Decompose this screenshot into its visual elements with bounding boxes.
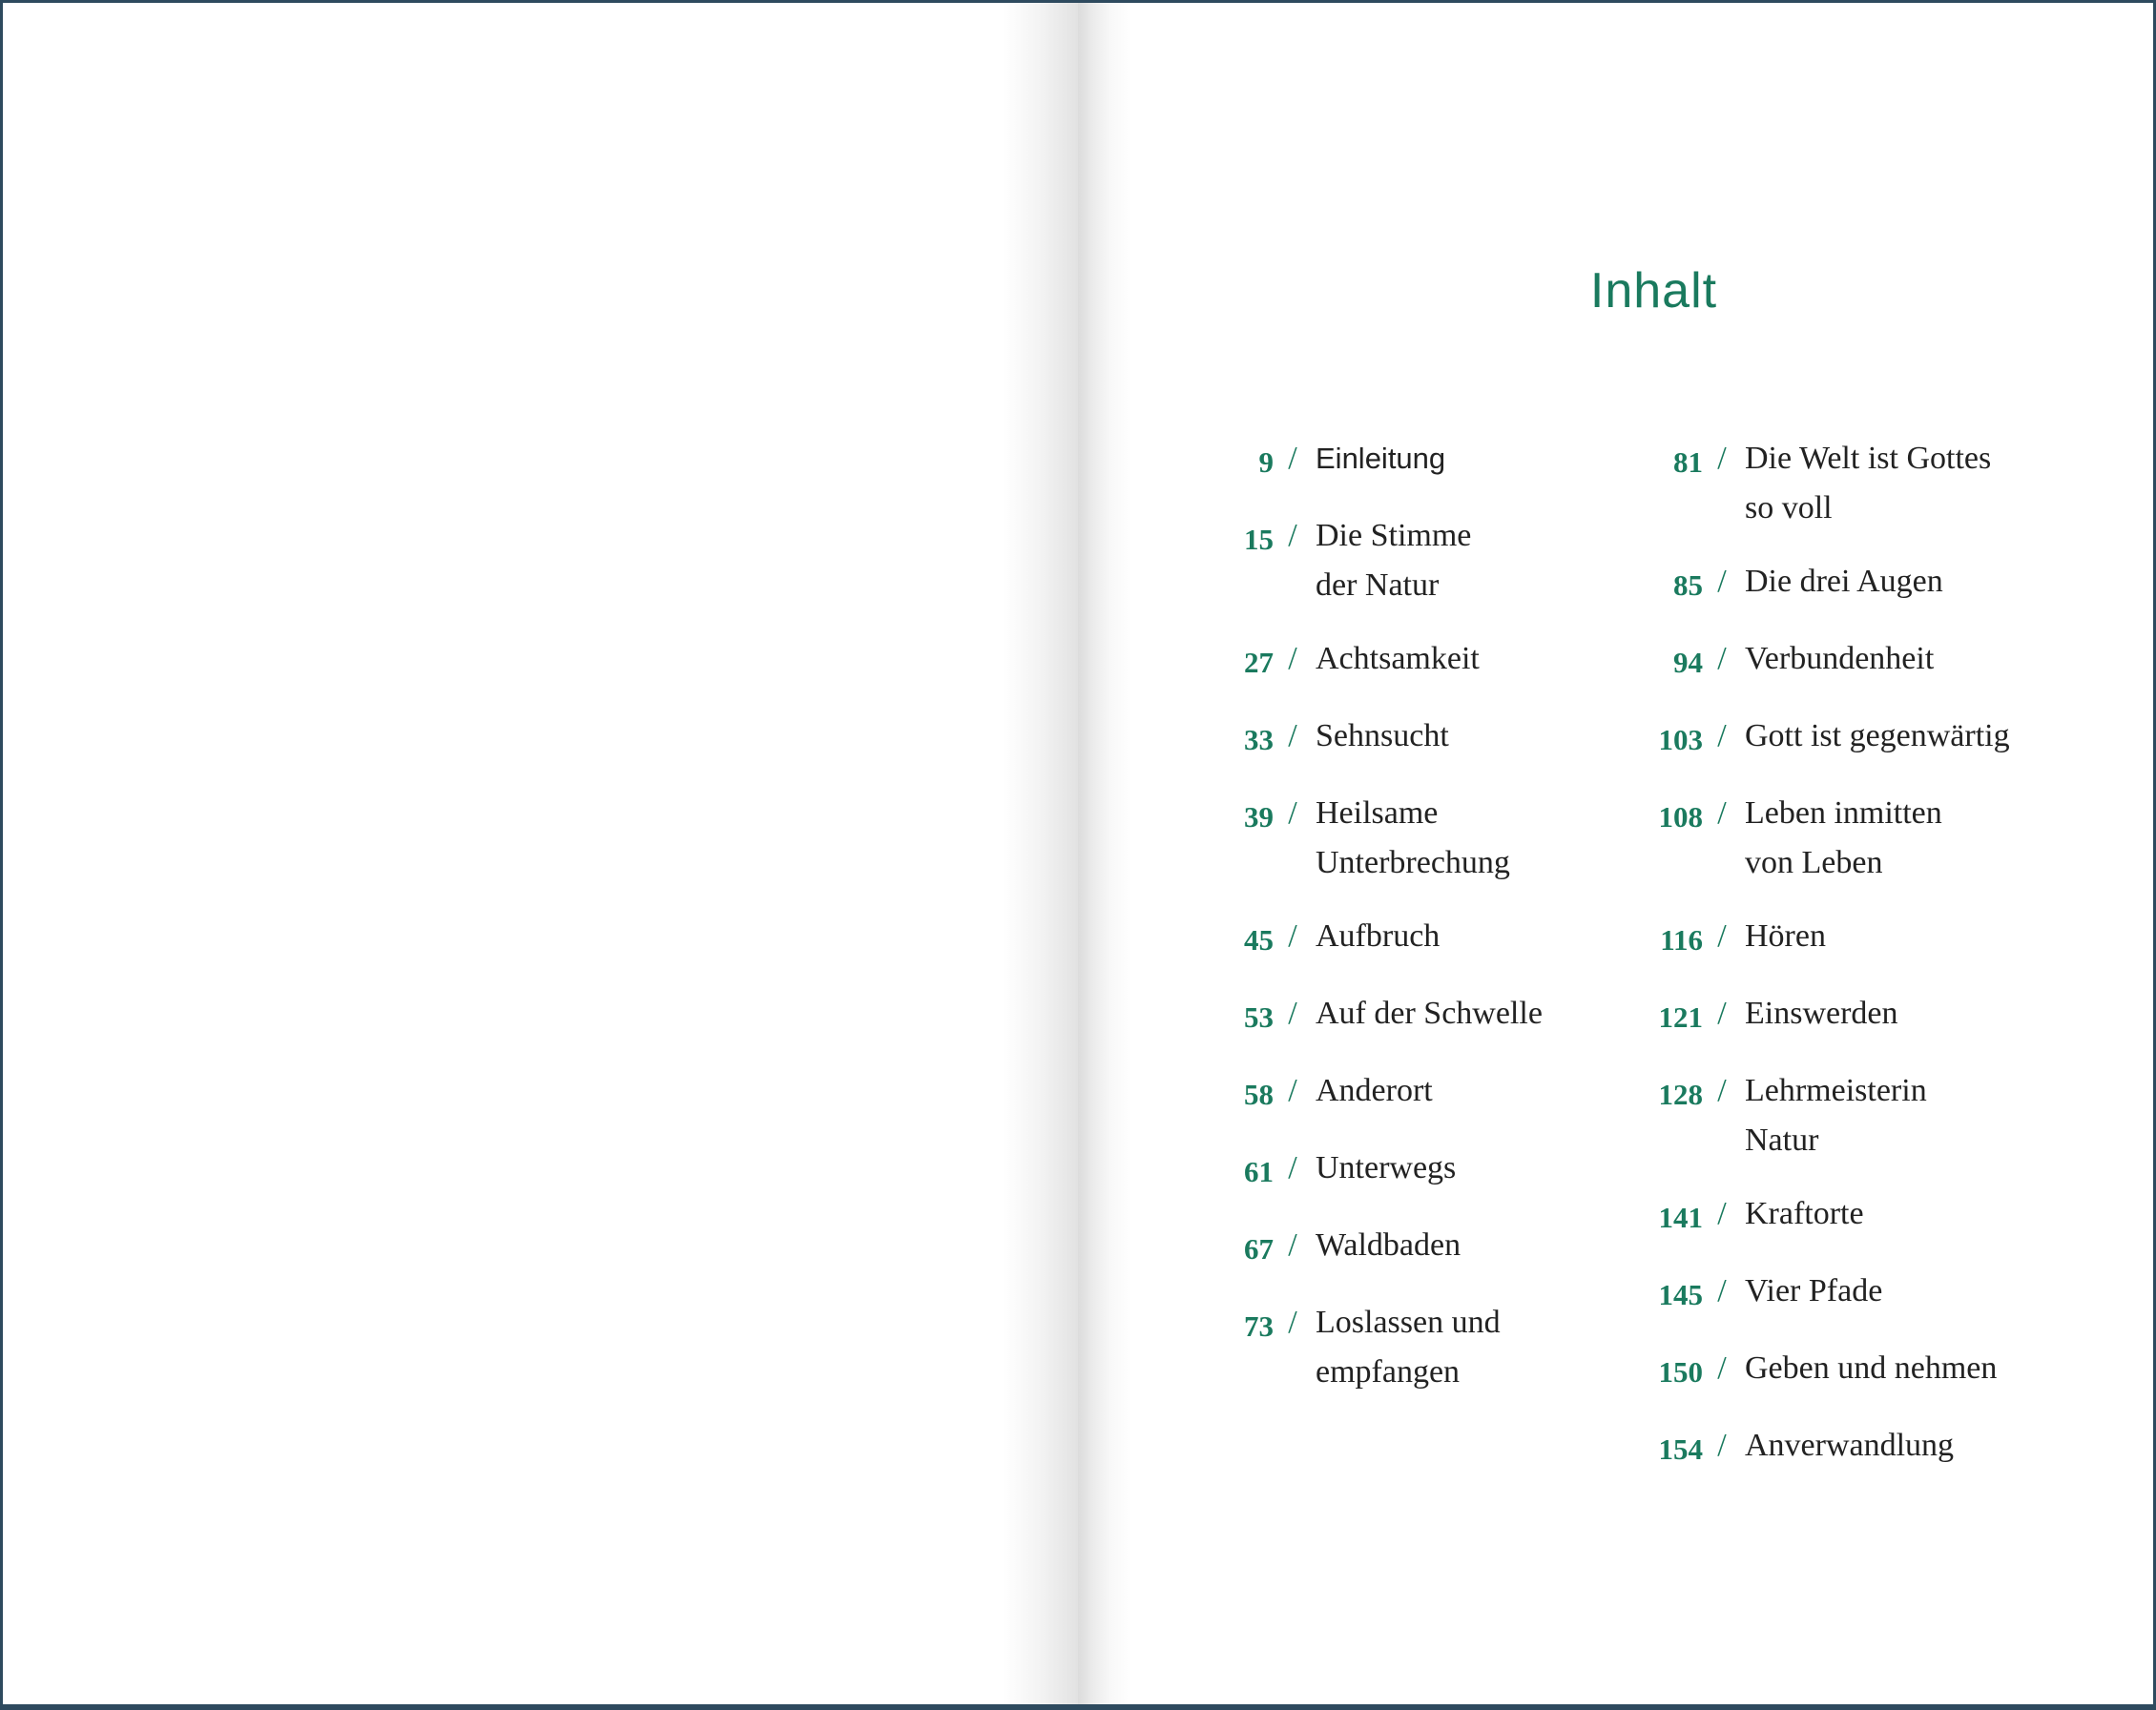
toc-title (1316, 511, 1471, 610)
toc-title (1316, 1298, 1501, 1397)
toc-separator: / (1288, 1150, 1297, 1185)
toc-separator: / (1717, 641, 1727, 676)
toc-page-number: 45 (1244, 923, 1274, 957)
toc-title (1745, 1267, 1882, 1316)
toc-page-number: 141 (1658, 1201, 1703, 1234)
toc-page-number: 150 (1658, 1355, 1703, 1389)
toc-entry (1173, 989, 1543, 1042)
toc-title-line: Einswerden (1745, 996, 1898, 1031)
toc-title-line: Kraftorte (1745, 1196, 1864, 1231)
toc-page-number: 73 (1244, 1309, 1274, 1343)
toc-separator: / (1717, 441, 1727, 476)
toc-separator: / (1288, 795, 1297, 831)
toc-title-line: der Natur (1316, 567, 1440, 603)
toc-page-number: 116 (1660, 923, 1703, 957)
toc-separator: / (1717, 564, 1727, 599)
toc-entry (1574, 912, 2010, 965)
toc-separator: / (1717, 1073, 1727, 1108)
toc-separator: / (1717, 1350, 1727, 1386)
toc-separator: / (1717, 718, 1727, 753)
toc-title (1316, 434, 1445, 484)
toc-title (1745, 912, 1826, 961)
toc-separator: / (1288, 918, 1297, 954)
right-page (1078, 3, 2153, 1704)
toc-separator: / (1717, 795, 1727, 831)
toc-separator: / (1288, 996, 1297, 1031)
toc-title (1745, 789, 1942, 888)
toc-title-line: Die drei Augen (1745, 564, 1943, 599)
toc-separator: / (1288, 518, 1297, 553)
toc-title-line: Achtsamkeit (1316, 641, 1480, 676)
toc-entry (1173, 1143, 1543, 1197)
toc-entry (1574, 1189, 2010, 1243)
toc-title (1745, 634, 1934, 684)
toc-page-number: 39 (1244, 800, 1274, 834)
toc-page-number: 121 (1658, 1000, 1703, 1034)
toc-separator: / (1288, 441, 1297, 476)
toc-title (1745, 1066, 1927, 1165)
toc-title-line: Anderort (1316, 1073, 1433, 1108)
toc-title (1316, 634, 1480, 684)
toc-page-number: 9 (1258, 445, 1274, 479)
toc-page-number: 27 (1244, 646, 1274, 679)
toc-separator: / (1288, 718, 1297, 753)
toc-entry (1173, 912, 1543, 965)
toc-separator: / (1288, 1073, 1297, 1108)
toc-title-line: Leben inmitten (1745, 795, 1942, 831)
toc-title (1316, 1143, 1456, 1193)
toc-title (1316, 1221, 1461, 1270)
toc-title (1745, 434, 1991, 533)
toc-entry (1574, 1267, 2010, 1320)
toc-entry (1574, 557, 2010, 610)
toc-title-line: so voll (1745, 490, 1833, 525)
toc-page-number: 15 (1244, 523, 1274, 556)
toc-separator: / (1717, 918, 1727, 954)
toc-title-line: Vier Pfade (1745, 1273, 1883, 1308)
toc-title (1745, 557, 1943, 607)
toc-title-line: empfangen (1316, 1354, 1461, 1390)
toc-title-line: Aufbruch (1316, 918, 1441, 954)
toc-title (1316, 912, 1440, 961)
toc-title-line: von Leben (1745, 845, 1883, 880)
toc-separator: / (1288, 1227, 1297, 1263)
toc-title-line: Die Welt ist Gottes (1745, 441, 1992, 476)
toc-page-number: 61 (1244, 1155, 1274, 1188)
toc-entry (1173, 634, 1543, 688)
toc-page-number: 154 (1658, 1432, 1703, 1466)
toc-title-line: Auf der Schwelle (1316, 996, 1543, 1031)
toc-title-line: Lehrmeisterin (1745, 1073, 1927, 1108)
toc-separator: / (1717, 996, 1727, 1031)
toc-title-line: Anverwandlung (1745, 1428, 1955, 1463)
toc-page-number: 58 (1244, 1078, 1274, 1111)
toc-title-line: Loslassen und (1316, 1305, 1501, 1340)
toc-title-line: Gott ist gegenwärtig (1745, 718, 2010, 753)
toc-title-line: Die Stimme (1316, 518, 1472, 553)
toc-separator: / (1288, 641, 1297, 676)
toc-title-line: Unterbrechung (1316, 845, 1510, 880)
toc-page-number: 53 (1244, 1000, 1274, 1034)
toc-page-number: 33 (1244, 723, 1274, 756)
toc-title (1745, 1344, 1997, 1393)
toc-title (1745, 1189, 1864, 1239)
toc-page-number: 108 (1658, 800, 1703, 834)
toc-entry (1574, 434, 2010, 533)
toc-page-number: 145 (1658, 1278, 1703, 1311)
toc-page-number: 128 (1658, 1078, 1703, 1111)
toc-title-line: Unterwegs (1316, 1150, 1457, 1185)
toc-title (1745, 711, 2010, 761)
toc-page-number: 67 (1244, 1232, 1274, 1266)
left-page (3, 3, 1078, 1704)
toc-entry (1574, 711, 2010, 765)
toc-separator: / (1717, 1273, 1727, 1308)
toc-title-line: Sehnsucht (1316, 718, 1449, 753)
toc-title-line: Geben und nehmen (1745, 1350, 1998, 1386)
toc-entry (1173, 789, 1543, 888)
book-spread (3, 3, 2153, 1704)
toc-entry (1173, 1221, 1543, 1274)
page-title: Inhalt (1589, 263, 1718, 319)
toc-entry (1574, 1344, 2010, 1397)
toc-title (1316, 1066, 1433, 1116)
toc-title (1745, 1421, 1954, 1471)
toc-entry (1173, 1066, 1543, 1120)
toc-entry (1574, 1066, 2010, 1165)
toc-column-right (1574, 434, 2010, 1498)
toc-title-line: Waldbaden (1316, 1227, 1462, 1263)
toc-title-line: Verbundenheit (1745, 641, 1935, 676)
toc-title (1316, 989, 1543, 1039)
toc-separator: / (1717, 1428, 1727, 1463)
toc-entry (1173, 434, 1543, 487)
toc-entry (1173, 1298, 1543, 1397)
toc-page-number: 94 (1673, 646, 1703, 679)
toc-title-line: Natur (1745, 1123, 1819, 1158)
toc-separator: / (1717, 1196, 1727, 1231)
toc-separator: / (1288, 1305, 1297, 1340)
toc-page-number: 81 (1673, 445, 1703, 479)
toc-title-line: Heilsame (1316, 795, 1439, 831)
toc-entry (1574, 789, 2010, 888)
toc-entry (1574, 989, 2010, 1042)
toc-page-number: 85 (1673, 568, 1703, 602)
toc-column-left (1173, 434, 1543, 1421)
toc-entry (1173, 711, 1543, 765)
toc-title-line: Hören (1745, 918, 1826, 954)
toc-title-line: Einleitung (1316, 442, 1446, 475)
toc-title (1316, 711, 1449, 761)
toc-entry (1574, 1421, 2010, 1474)
toc-title (1316, 789, 1510, 888)
toc-entry (1574, 634, 2010, 688)
toc-page-number: 103 (1658, 723, 1703, 756)
toc-title (1745, 989, 1898, 1039)
toc-entry (1173, 511, 1543, 610)
